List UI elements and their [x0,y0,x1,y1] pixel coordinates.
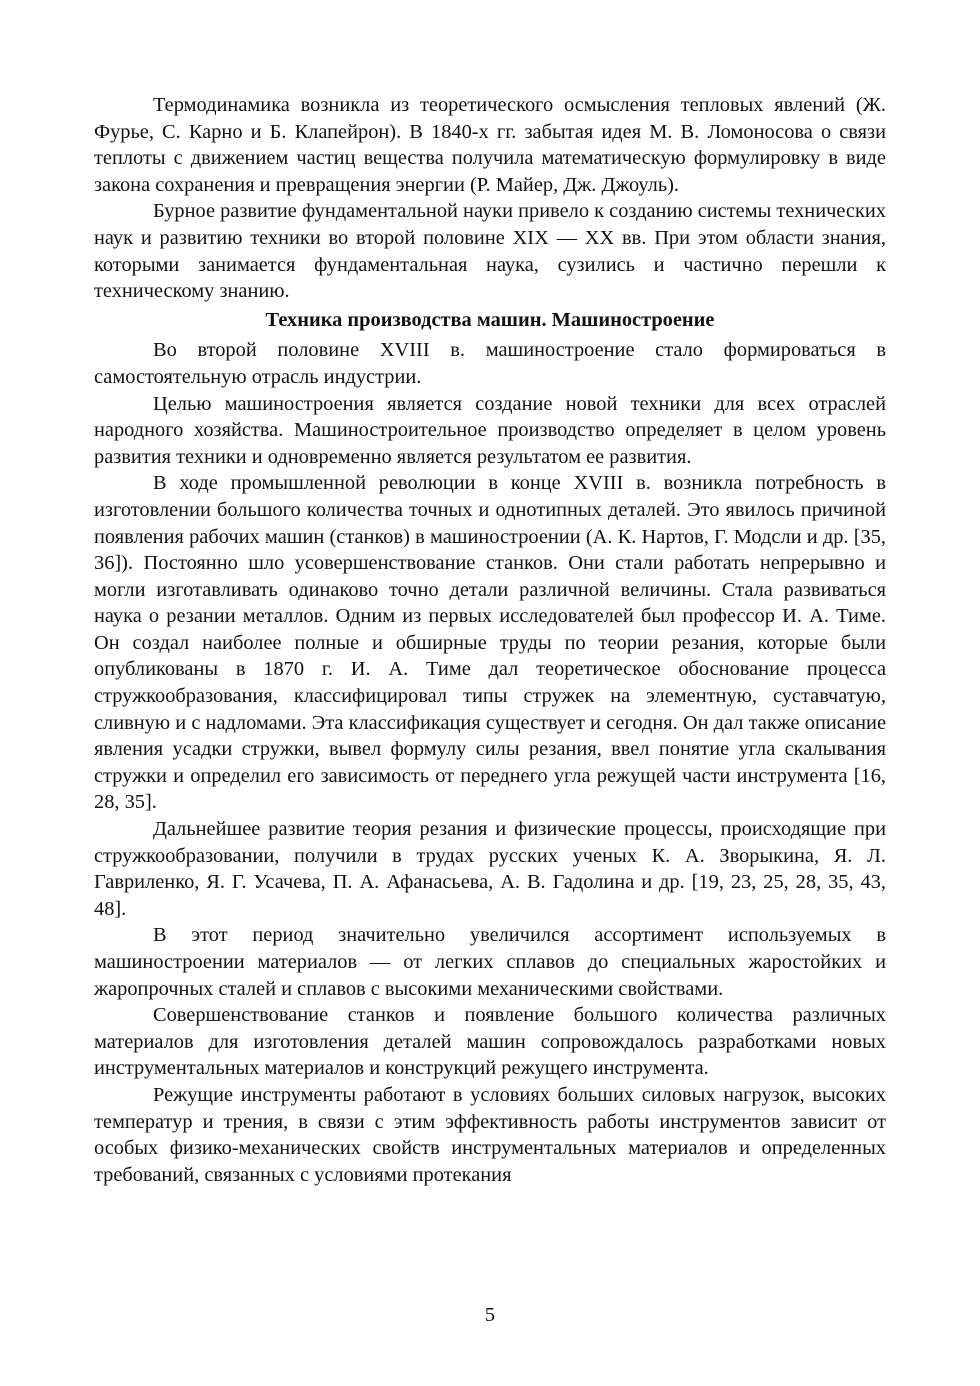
section-heading: Техника производства машин. Машиностроение [265,308,715,331]
page-number: 5 [484,1304,496,1326]
paragraph-machine-building-origin: Во второй половине XVIII в. машиностроение стало формироваться в самостоятельную отрасль индустрии. [94,339,886,388]
paragraph-industrial-revolution: В ходе промышленной революции в конце XVIII в. возникла потребность в изготовлении большого количества точных и однотипных деталей. Это явилось причиной появления рабочих машин (станков) в машиностроении (А. К. Нартов, Г. Модсли и др. [35, 36]). Постоянно шло усовершенствование станков. Они стали работать непрерывно и могли изготавливать одинаково точно детали различной величины. Стала развиваться наука о резании металлов. Одним из первых исследователей был профессор И. А. Тиме. Он создал наиболее полные и обширные труды по теории резания, которые были опубликованы в 1870 г. И. А. Тиме дал теоретическое обоснование процесса стружкообразования, классифицировал типы стружек на элементную, суставчатую, сливную и с надломами. Эта классификация существует и сегодня. Он дал также описание явления усадки стружки, вывел формулу силы резания, ввел понятие угла скалывания стружки и определил его зависимость от переднего угла режущей части инструмента [16, 28, 35]. [94,472,886,814]
paragraph-cutting-theory: Дальнейшее развитие теория резания и физические процессы, происходящие при стружкообразовании, получили в трудах русских ученых К. А. Зворыкина, Я. Л. Гавриленко, Я. Г. Усачева, П. А. Афанасьева, А. В. Гадолина и др. [19, 23, 25, 28, 35, 43, 48]. [94,818,886,920]
paragraph-fundamental-science: Бурное развитие фундаментальной науки привело к созданию системы технических наук и развитию техники во второй половине XIX — XX вв. При этом области знания, которыми занимается фундаментальная наука, сузились и частично перешли к техническому знанию. [94,200,886,303]
paragraph-machine-building-goal: Целью машиностроения является создание новой техники для всех отраслей народного хозяйства. Машиностроительное производство определяет в целом уровень развития техники и одновременно является результатом ее развития. [94,392,886,468]
page-body [94,92,886,1188]
paragraph-materials: В этот период значительно увеличился ассортимент используемых в машиностроении материалов — от легких сплавов до специальных жаростойких и жаропрочных сталей и сплавов с высокими механическими свойствами. [94,924,886,1000]
paragraph-tool-materials: Совершенствование станков и появление большого количества различных материалов для изготовления деталей машин сопровождалось разработками новых инструментальных материалов и конструкций режущего инструмента. [94,1004,886,1080]
paragraph-thermodynamics: Термодинамика возникла из теоретического осмысления тепловых явлений (Ж. Фурье, С. Карно и Б. Клапейрон). В 1840-х гг. забытая идея М. В. Ломоносова о связи теплоты с движением частиц вещества получила математическую формулировку в виде закона сохранения и превращения энергии (Р. Майер, Дж. Джоуль). [94,94,886,196]
paragraph-cutting-tools: Режущие инструменты работают в условиях больших силовых нагрузок, высоких температур и трения, в связи с этим эффективность работы инструментов зависит от особых физико-механических свойств инструментальных материалов и определенных требований, связанных с условиями протекания [94,1083,886,1186]
